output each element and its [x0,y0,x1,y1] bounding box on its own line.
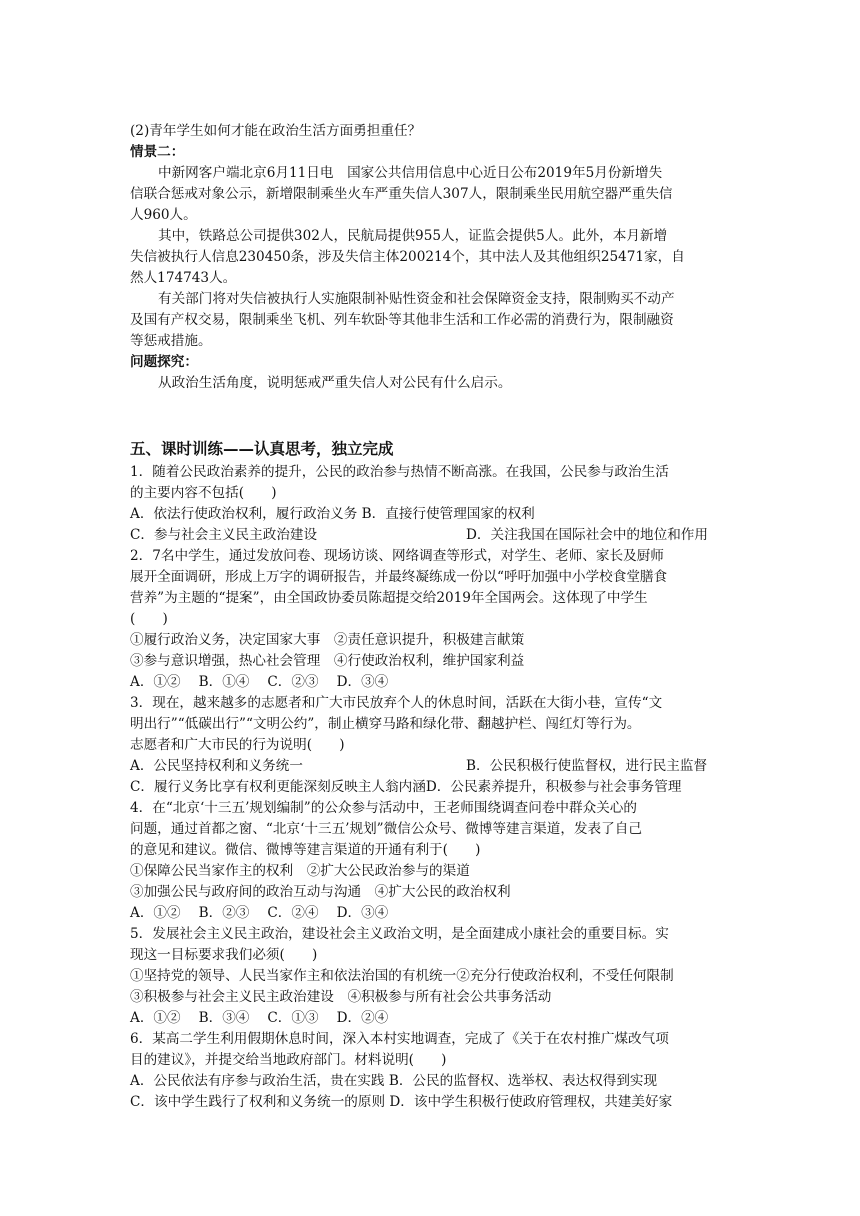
q5-item-line-2: ③积极参与社会主义民主政治建设 ④积极参与所有社会公共事务活动 [130,989,552,1005]
q2-item-line-1: ①履行政治义务，决定国家大事 ②责任意识提升，积极建言献策 [130,632,525,648]
q2-option-d: D．③④ [336,674,389,690]
q2-stem-line-3: 营养”为主题的“提案”，由全国政协委员陈超提交给2019年全国两会。这体现了中学生 [130,590,648,606]
q5-option-a: A．①② [130,1010,181,1026]
q2-stem-line-1: 2．7名中学生，通过发放问卷、现场访谈、网络调查等形式，对学生、老师、家长及厨师 [130,548,664,564]
scene-paragraph-1-line-3: 人960人。 [130,207,197,223]
q3-options-cd [130,777,730,798]
q2-stem-line-2: 展开全面调研，形成上万字的调研报告，并最终凝练成一份以“呼吁加强中小学校食堂膳食 [130,569,668,585]
q3-option-b: B．公民积极行使监督权，进行民主监督 [466,758,708,774]
q6-stem-line-2: 目的建议》，并提交给当地政府部门。材料说明( ) [130,1052,447,1068]
q4-item-line-1: ①保障公民当家作主的权利 ②扩大公民政治参与的渠道 [130,863,470,879]
q1-option-d: D．关注我国在国际社会中的地位和作用 [466,527,708,543]
inquiry-question: 从政治生活角度，说明惩戒严重失信人对公民有什么启示。 [158,375,512,391]
q1-option-c: C．参与社会主义民主政治建设 [130,527,318,543]
document-content [130,121,730,1113]
q3-stem-line-2: 明出行”“低碳出行”“文明公约”，制止横穿马路和绿化带、翻越护栏、闯红灯等行为。 [130,716,641,732]
q5-stem-line-2: 现这一目标要求我们必须( ) [130,947,318,963]
q4-option-a: A．①② [130,905,181,921]
q2-option-a: A．①② [130,674,181,690]
q4-stem-line-1: 4．在“北京‘十三五’规划编制”的公众参与活动中，王老师围绕调查问卷中群众关心的 [130,800,637,816]
scene-paragraph-1-line-1: 中新网客户端北京6月11日电 国家公共信用信息中心近日公布2019年5月份新增失 [158,165,663,181]
q4-options [130,903,730,924]
q4-option-b: B．②③ [198,905,250,921]
q1-options-ab: A．依法行使政治权利，履行政治义务 B．直接行使管理国家的权利 [130,506,535,522]
q3-stem-line-3: 志愿者和广大市民的行为说明( ) [130,737,345,753]
scene-2-heading: 情景二： [130,144,185,160]
q6-options-cd: C．该中学生践行了权利和义务统一的原则 D．该中学生积极行使政府管理权，共建美好家 [130,1094,673,1110]
question-2-2: (2)青年学生如何才能在政治生活方面勇担重任？ [130,123,422,139]
q2-option-c: C．②③ [267,674,319,690]
q6-options-ab: A．公民依法有序参与政治生活，贵在实践 B．公民的监督权、选举权、表达权得到实现 [130,1073,658,1089]
q1-options-cd [130,525,730,546]
q4-stem-line-3: 的意见和建议。微信、微博等建言渠道的开通有利于( ) [130,842,481,858]
section-title: 五、课时训练——认真思考，独立完成 [130,440,394,458]
q4-stem-line-2: 问题，通过首都之窗、“北京‘十三五’规划”微信公众号、微博等建言渠道，发表了自己 [130,821,642,837]
scene-paragraph-3-line-3: 等惩戒措施。 [130,333,212,349]
q2-option-b: B．①④ [198,674,250,690]
q5-item-line-1: ①坚持党的领导、人民当家作主和依法治国的有机统一②充分行使政治权利，不受任何限制 [130,968,674,984]
q4-option-d: D．③④ [336,905,389,921]
scene-paragraph-2-line-2: 失信被执行人信息230450条，涉及失信主体200214个，其中法人及其他组织25471家，自 [130,249,685,265]
scene-paragraph-3-line-2: 及国有产权交易，限制乘坐飞机、列车软卧等其他非生活和工作必需的消费行为，限制融资 [130,312,674,328]
q3-option-d: D．公民素养提升，积极参与社会事务管理 [425,779,682,795]
scene-paragraph-3-line-1: 有关部门将对失信被执行人实施限制补贴性资金和社会保障资金支持，限制购买不动产 [158,291,675,307]
q5-options [130,1008,730,1029]
scene-paragraph-2-line-1: 其中，铁路总公司提供302人，民航局提供955人，证监会提供5人。此外，本月新增 [158,228,668,244]
scene-paragraph-2-line-3: 然人174743人。 [130,270,237,286]
q3-options-ab [130,756,730,777]
q3-option-c: C．履行义务比享有权利更能深刻反映主人翁内涵 [130,779,426,795]
q4-item-line-2: ③加强公民与政府间的政治互动与沟通 ④扩大公民的政治权利 [130,884,511,900]
q3-option-a: A．公民坚持权利和义务统一 [130,758,303,774]
q3-stem-line-1: 3．现在，越来越多的志愿者和广大市民放弃个人的休息时间，活跃在大街小巷，宣传“文 [130,695,663,711]
q6-stem-line-1: 6．某高二学生利用假期休息时间，深入本村实地调查，完成了《关于在农村推广煤改气项 [130,1031,669,1047]
q5-option-d: D．②④ [336,1010,389,1026]
q2-item-line-2: ③参与意识增强，热心社会管理 ④行使政治权利，维护国家利益 [130,653,525,669]
q1-stem-line-1: 1．随着公民政治素养的提升，公民的政治参与热情不断高涨。在我国，公民参与政治生活 [130,464,669,480]
q2-options [130,672,730,693]
q1-stem-line-2: 的主要内容不包括( ) [130,485,277,501]
q5-option-c: C．①③ [267,1010,319,1026]
q5-stem-line-1: 5．发展社会主义民主政治，建设社会主义政治文明，是全面建成小康社会的重要目标。实 [130,926,669,942]
inquiry-heading: 问题探究： [130,354,198,370]
q4-option-c: C．②④ [267,905,319,921]
q2-stem-line-4: ( ) [130,611,168,627]
scene-paragraph-1-line-2: 信联合惩戒对象公示，新增限制乘坐火车严重失信人307人，限制乘坐民用航空器严重失信 [130,186,673,202]
q5-option-b: B．③④ [198,1010,250,1026]
